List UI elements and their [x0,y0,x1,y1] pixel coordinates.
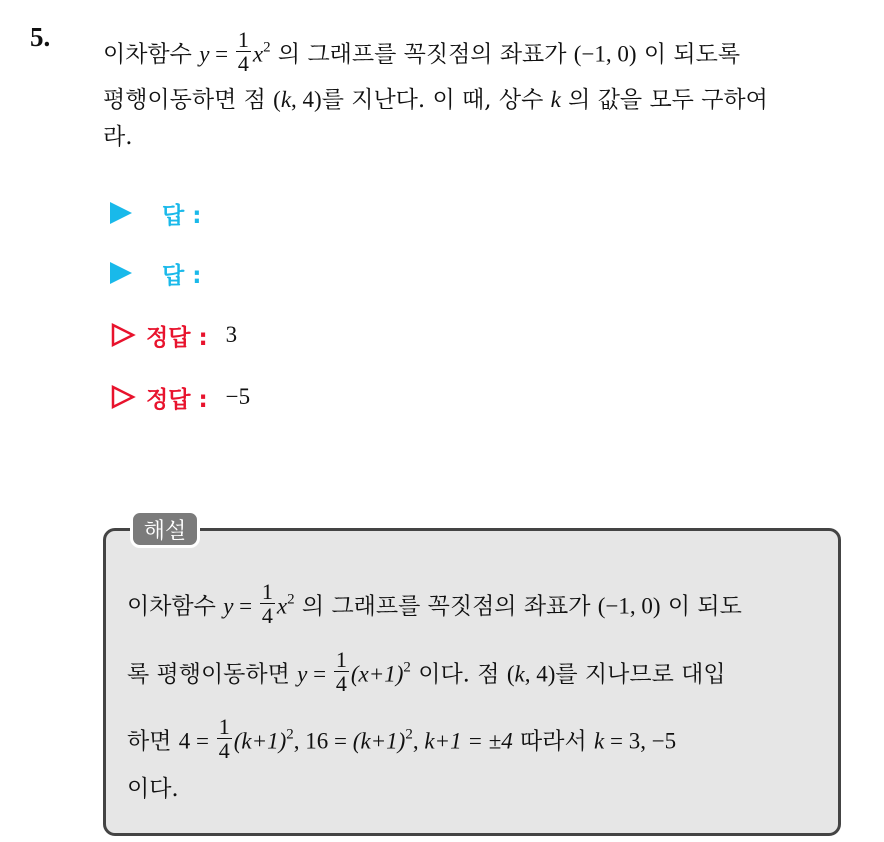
point-coord: , 4) [291,87,322,112]
var-k: k [550,87,561,112]
var-k: k [280,87,292,112]
solution-text: 이 되도 [660,593,742,620]
solution-text: 이다. 점 [410,661,507,688]
question-line-1 [103,27,741,79]
fraction [260,580,275,627]
var-y: y [199,41,210,67]
var-k: k [594,728,605,754]
equation: k+1 = ±4 [424,728,513,754]
correct-value: 3 [225,322,238,347]
answer-label: 답 : [162,202,202,229]
fraction-denominator: 4 [335,671,347,697]
equals-sign: = [307,661,332,687]
solution-text: 록 평행이동하면 [127,661,298,688]
play-triangle-icon [110,262,132,284]
vertex-coord: (−1, 0) [573,41,637,67]
var-x: x [276,593,288,619]
correct-value: −5 [225,384,251,409]
point-coord: , 4) [524,661,556,687]
solution-text: 를 지나므로 대입 [555,661,726,688]
solution-text: 하면 [127,728,179,755]
solution-line-4: 이다. [127,776,179,802]
correct-row-1 [110,320,237,350]
triangle-outline-icon [110,322,136,348]
fraction-numerator: 1 [261,579,273,604]
fraction [236,28,251,75]
paren: ( [273,87,281,112]
fraction [334,648,349,695]
expression: (x+1) [350,661,404,687]
fraction-denominator: 4 [237,51,249,77]
var-y: y [223,593,234,619]
equals-sign: = [190,728,215,754]
var-y: y [297,661,308,687]
exponent: 2 [263,39,271,56]
expression: (k+1) [352,728,406,754]
question-text: 의 그래프를 꼭짓점의 좌표가 [270,41,574,68]
question-text: 의 값을 모두 구하여 [560,87,768,113]
comma: , [412,728,425,754]
fraction-numerator: 1 [237,27,249,52]
var-k: k [514,661,525,687]
solution-line-2 [127,647,726,699]
fraction-numerator: 1 [335,647,347,672]
fraction-numerator: 1 [218,714,230,739]
solution-line-3 [127,714,677,766]
exponent: 2 [403,659,411,676]
question-text: 를 지난다. 이 때, 상수 [321,87,551,113]
correct-row-2 [110,382,250,412]
answer-row-1 [110,198,219,228]
question-text: 이 되도록 [636,41,741,68]
solution-text: 의 그래프를 꼭짓점의 좌표가 [294,593,598,620]
solution-line-1 [127,579,742,631]
question-text: 평행이동하면 점 [103,87,274,113]
solution-text: 이차함수 [127,593,224,620]
result-values: = 3, −5 [604,728,677,754]
exponent: 2 [287,591,295,608]
fraction-denominator: 4 [261,603,273,629]
exponent: 2 [405,726,413,743]
solution-tag: 해설 [130,510,200,548]
paren: ( [506,661,515,687]
answer-row-2 [110,258,219,288]
fraction [217,715,232,762]
play-triangle-icon [110,202,132,224]
equals-sign: = [233,593,258,619]
fraction-denominator: 4 [218,738,230,764]
question-number: 5. [30,22,51,52]
equals-sign: = [209,41,234,67]
correct-label: 정답 : [146,386,208,413]
solution-text: 따라서 [512,728,594,755]
question-text: 이차함수 [103,41,200,68]
equation-text: , 16 = [293,728,353,754]
triangle-outline-icon [110,384,136,410]
question-line-2 [103,88,768,112]
expression: (k+1) [233,728,287,754]
correct-label: 정답 : [146,324,208,351]
var-x: x [252,41,264,67]
question-line-3: 라. [103,124,133,150]
vertex-coord: (−1, 0) [597,593,661,619]
answer-label: 답 : [162,262,202,289]
exponent: 2 [286,726,294,743]
number: 4 [178,728,191,754]
